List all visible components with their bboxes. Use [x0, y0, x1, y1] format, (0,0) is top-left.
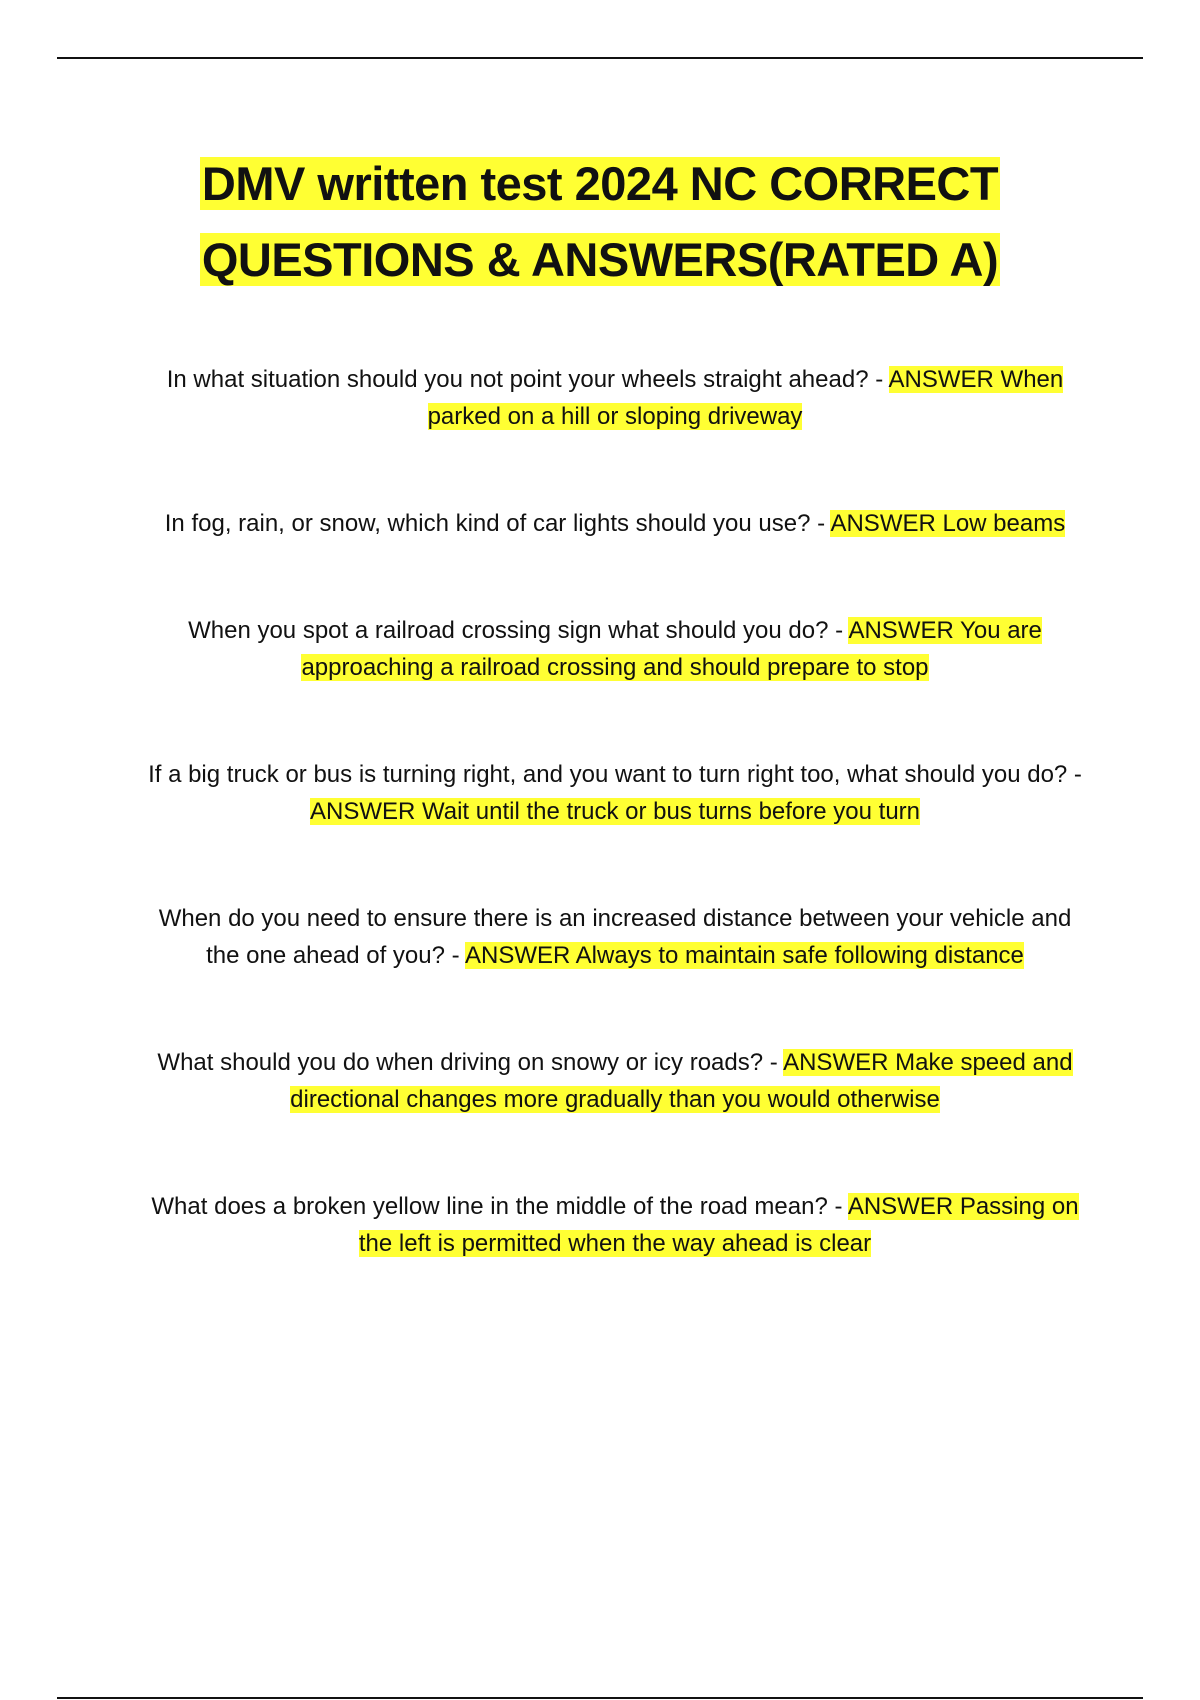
answer-text: ANSWER Always to maintain safe following distance	[464, 942, 1024, 969]
qa-item	[140, 900, 1090, 974]
qa-item	[140, 505, 1090, 542]
question-text: In what situation should you not point your wheels straight ahead? -	[166, 366, 889, 393]
question-text: In fog, rain, or snow, which kind of car lights should you use? -	[164, 510, 831, 537]
question-text: When you spot a railroad crossing sign what should you do? -	[188, 617, 849, 644]
answer-text: ANSWER Low beams	[830, 510, 1066, 537]
qa-item	[140, 361, 1090, 435]
answer-text: ANSWER Make speed and directional changes more gradually than you would otherwise	[290, 1049, 1073, 1113]
answer-text: ANSWER Wait until the truck or bus turns before you turn	[309, 798, 921, 825]
qa-item	[140, 756, 1090, 830]
question-text: If a big truck or bus is turning right, and you want to turn right too, what should you do? -	[148, 761, 1082, 788]
answer-text: ANSWER Passing on the left is permitted when the way ahead is clear	[358, 1193, 1079, 1257]
answer-text: ANSWER When parked on a hill or sloping driveway	[427, 366, 1064, 430]
question-text: When do you need to ensure there is an increased distance between your vehicle and the one ahead of you? -	[158, 905, 1072, 969]
document-title	[60, 146, 1140, 298]
question-text: What should you do when driving on snowy or icy roads? -	[157, 1049, 784, 1076]
question-text: What does a broken yellow line in the middle of the road mean? -	[151, 1193, 848, 1220]
qa-item	[140, 612, 1090, 686]
document-title-text: DMV written test 2024 NC CORRECT QUESTIONS & ANSWERS(RATED A)	[201, 157, 999, 286]
top-rule	[57, 57, 1143, 59]
bottom-rule	[57, 1697, 1143, 1699]
qa-list	[140, 361, 1090, 1332]
answer-text: ANSWER You are approaching a railroad crossing and should prepare to stop	[301, 617, 1042, 681]
qa-item	[140, 1044, 1090, 1118]
qa-item	[140, 1188, 1090, 1262]
